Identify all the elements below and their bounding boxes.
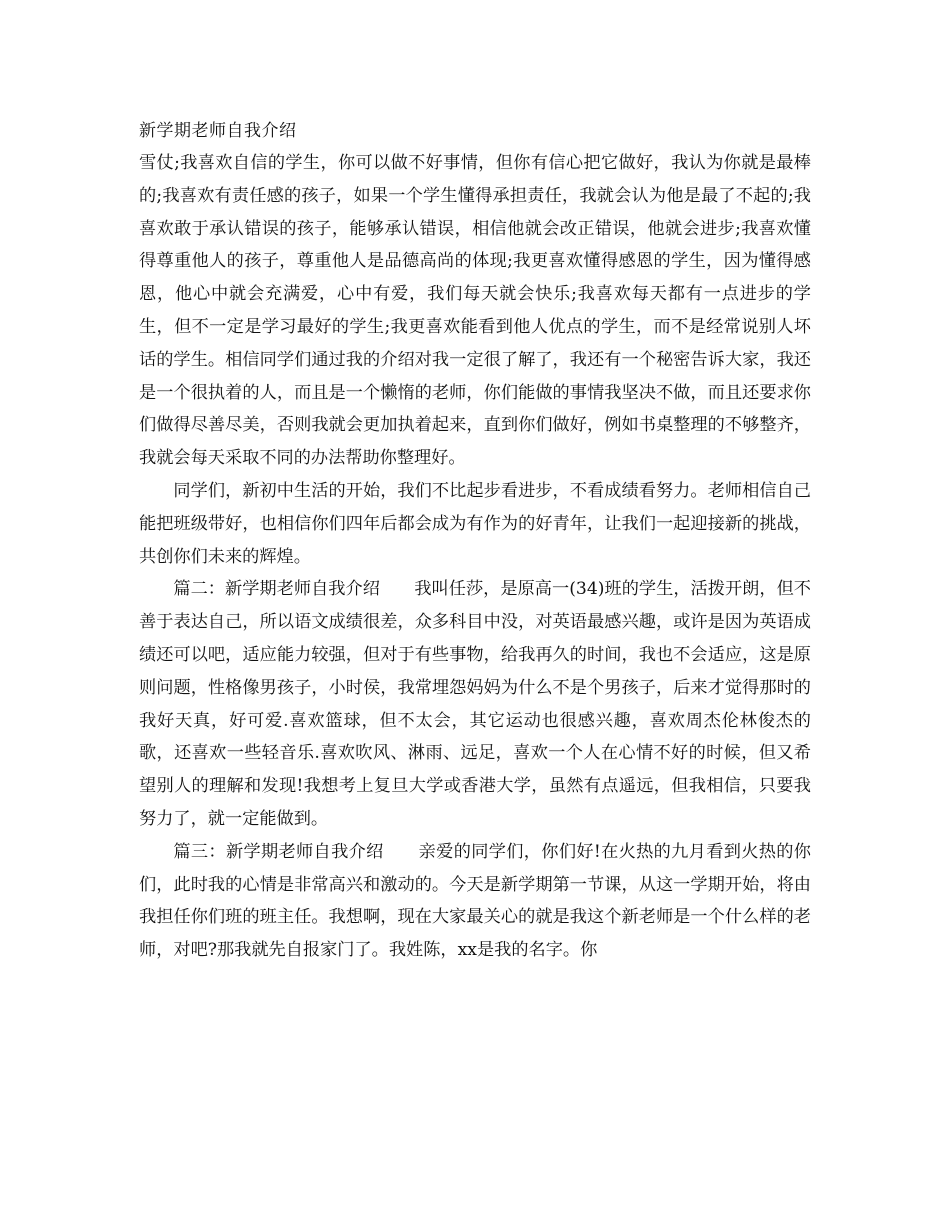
paragraph-4: 篇三：新学期老师自我介绍 亲爱的同学们，你们好!在火热的九月看到火热的你们，此时我的心情是非常高兴和激动的。今天是新学期第一节课，从这一学期开始，将由我担任你们班的班主任。我想啊，现在大家最关心的就是我这个新老师是一个什么样的老师，对吧?那我就先自报家门了。我姓陈，xx是我的名字。你 bbox=[139, 841, 811, 961]
document-body bbox=[139, 147, 811, 967]
paragraph-1: 雪仗;我喜欢自信的学生，你可以做不好事情，但你有信心把它做好，我认为你就是最棒的;我喜欢有责任感的孩子，如果一个学生懂得承担责任，我就会认为他是最了不起的;我喜欢敢于承认错误的孩子，能够承认错误，相信他就会改正错误，他就会进步;我喜欢懂得尊重他人的孩子，尊重他人是品德高尚的体现;我更喜欢懂得感恩的学生，因为懂得感恩，他心中就会充满爱，心中有爱，我们每天就会快乐;我喜欢每天都有一点进步的学生，但不一定是学习最好的学生;我更喜欢能看到他人优点的学生，而不是经常说别人坏话的学生。相信同学们通过我的介绍对我一定很了解了，我还有一个秘密告诉大家，我还是一个很执着的人，而且是一个懒惰的老师，你们能做的事情我坚决不做，而且还要求你们做得尽善尽美，否则我就会更加执着起来，直到你们做好，例如书桌整理的不够整齐，我就会每天采取不同的办法帮助你整理好。 bbox=[139, 153, 811, 469]
document-header: 新学期老师自我介绍 bbox=[139, 121, 297, 141]
paragraph-2: 同学们，新初中生活的开始，我们不比起步看进步，不看成绩看努力。老师相信自己能把班级带好，也相信你们四年后都会成为有作为的好青年，让我们一起迎接新的挑战，共创你们未来的辉煌。 bbox=[139, 480, 811, 567]
paragraph-3: 篇二：新学期老师自我介绍 我叫任莎，是原高一(34)班的学生，活拨开朗，但不善于表达自己，所以语文成绩很差，众多科目中没，对英语最感兴趣，或许是因为英语成绩还可以吧，适应能力较强，但对于有些事物，给我再久的时间，我也不会适应，这是原则问题，性格像男孩子，小时侯，我常埋怨妈妈为什么不是个男孩子，后来才觉得那时的我好天真，好可爱.喜欢篮球，但不太会，其它运动也很感兴趣，喜欢周杰伦林俊杰的歌，还喜欢一些轻音乐.喜欢吹风、淋雨、远足，喜欢一个人在心情不好的时候，但又希望别人的理解和发现!我想考上复旦大学或香港大学，虽然有点遥远，但我相信，只要我努力了，就一定能做到。 bbox=[139, 579, 811, 829]
